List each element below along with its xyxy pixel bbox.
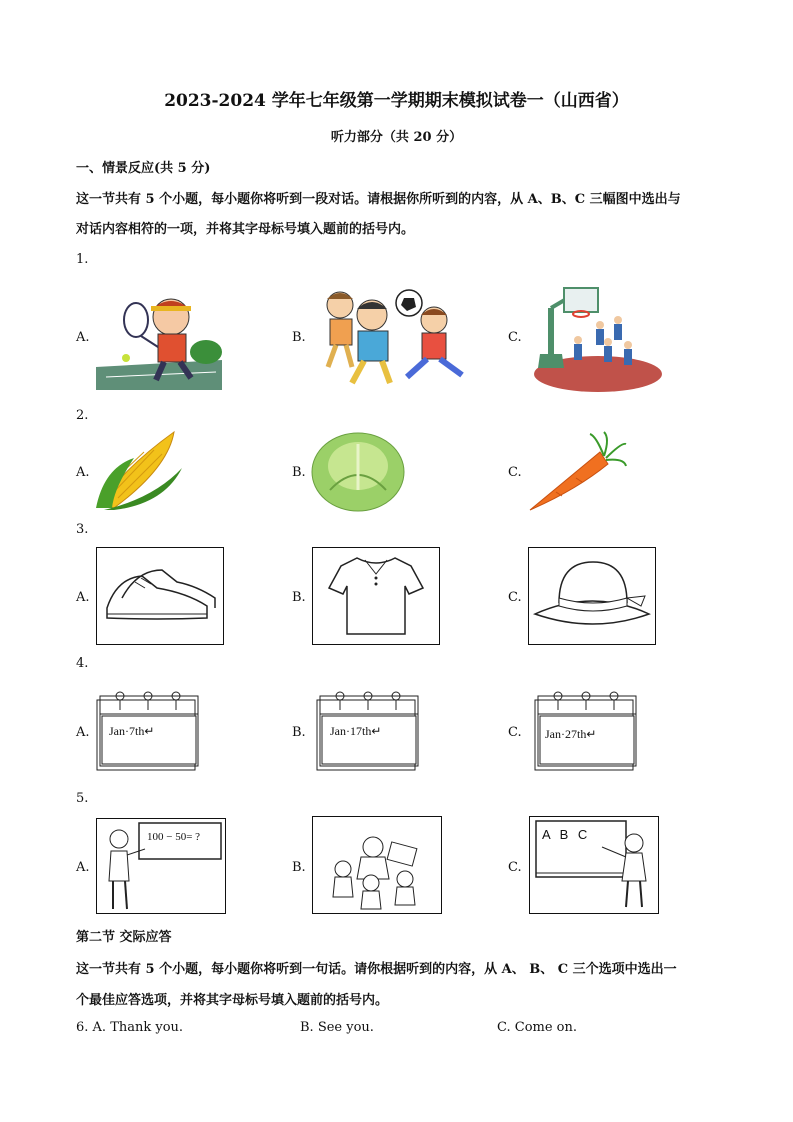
- sneakers-image: [96, 547, 224, 645]
- q6-option-b: B. See you.: [300, 1020, 374, 1035]
- section2-instruction-2: 个最佳应答选项，并将其字母标号填入题前的括号内。: [76, 993, 389, 1008]
- question-number: 5.: [76, 791, 89, 806]
- option-label: A.: [76, 590, 90, 605]
- section2-heading: 第二节 交际应答: [76, 930, 172, 945]
- option-label: A.: [76, 860, 90, 875]
- hat-image: [528, 547, 656, 645]
- option-label: A.: [76, 465, 90, 480]
- section1-heading: 一、情景反应(共 5 分): [76, 161, 211, 176]
- q6-option-c: C. Come on.: [497, 1020, 578, 1035]
- calendar-date: Jan·17th↵: [330, 724, 382, 738]
- basketball-court-image: [534, 284, 662, 392]
- tennis-player-image: [96, 292, 222, 390]
- q6-option-a: 6. A. Thank you.: [76, 1020, 184, 1035]
- option-label: A.: [76, 725, 90, 740]
- option-label: B.: [292, 590, 306, 605]
- question-number: 1.: [76, 252, 89, 267]
- corn-image: [94, 428, 186, 510]
- option-label: C.: [508, 330, 522, 345]
- question-number: 3.: [76, 522, 89, 537]
- option-label: C.: [508, 465, 522, 480]
- carrot-image: [526, 430, 628, 512]
- listening-subtitle: 听力部分（共 20 分）: [330, 130, 463, 145]
- kids-soccer-image: [312, 285, 470, 390]
- math-teacher-image: [96, 818, 226, 914]
- abc-teacher-image: [529, 816, 659, 914]
- polo-shirt-image: [312, 547, 440, 645]
- option-label: A.: [76, 330, 90, 345]
- option-label: C.: [508, 590, 522, 605]
- option-label: B.: [292, 860, 306, 875]
- calendar-date: Jan·27th↵: [545, 727, 597, 741]
- question-number: 2.: [76, 408, 89, 423]
- exam-title: 2023-2024 学年七年级第一学期期末模拟试卷一（山西省）: [164, 91, 629, 111]
- kids-reading-image: [312, 816, 442, 914]
- option-label: C.: [508, 860, 522, 875]
- section2-instruction-1: 这一节共有 5 个小题，每小题你将听到一句话。请你根据听到的内容，从 A、 B、 C 三个选项中选出一: [76, 962, 677, 977]
- question-number: 4.: [76, 656, 89, 671]
- board-text: A B C: [542, 827, 591, 842]
- option-label: B.: [292, 465, 306, 480]
- section1-instruction-1: 这一节共有 5 个小题，每小题你将听到一段对话。请根据你所听到的内容，从 A、B、C 三幅图中选出与: [76, 192, 681, 207]
- calendar-date: Jan·7th↵: [109, 724, 155, 738]
- board-text: 100 − 50= ?: [147, 831, 201, 843]
- option-label: C.: [508, 725, 522, 740]
- option-label: B.: [292, 330, 306, 345]
- cabbage-image: [310, 430, 406, 512]
- option-label: B.: [292, 725, 306, 740]
- section1-instruction-2: 对话内容相符的一项，并将其字母标号填入题前的括号内。: [76, 222, 415, 237]
